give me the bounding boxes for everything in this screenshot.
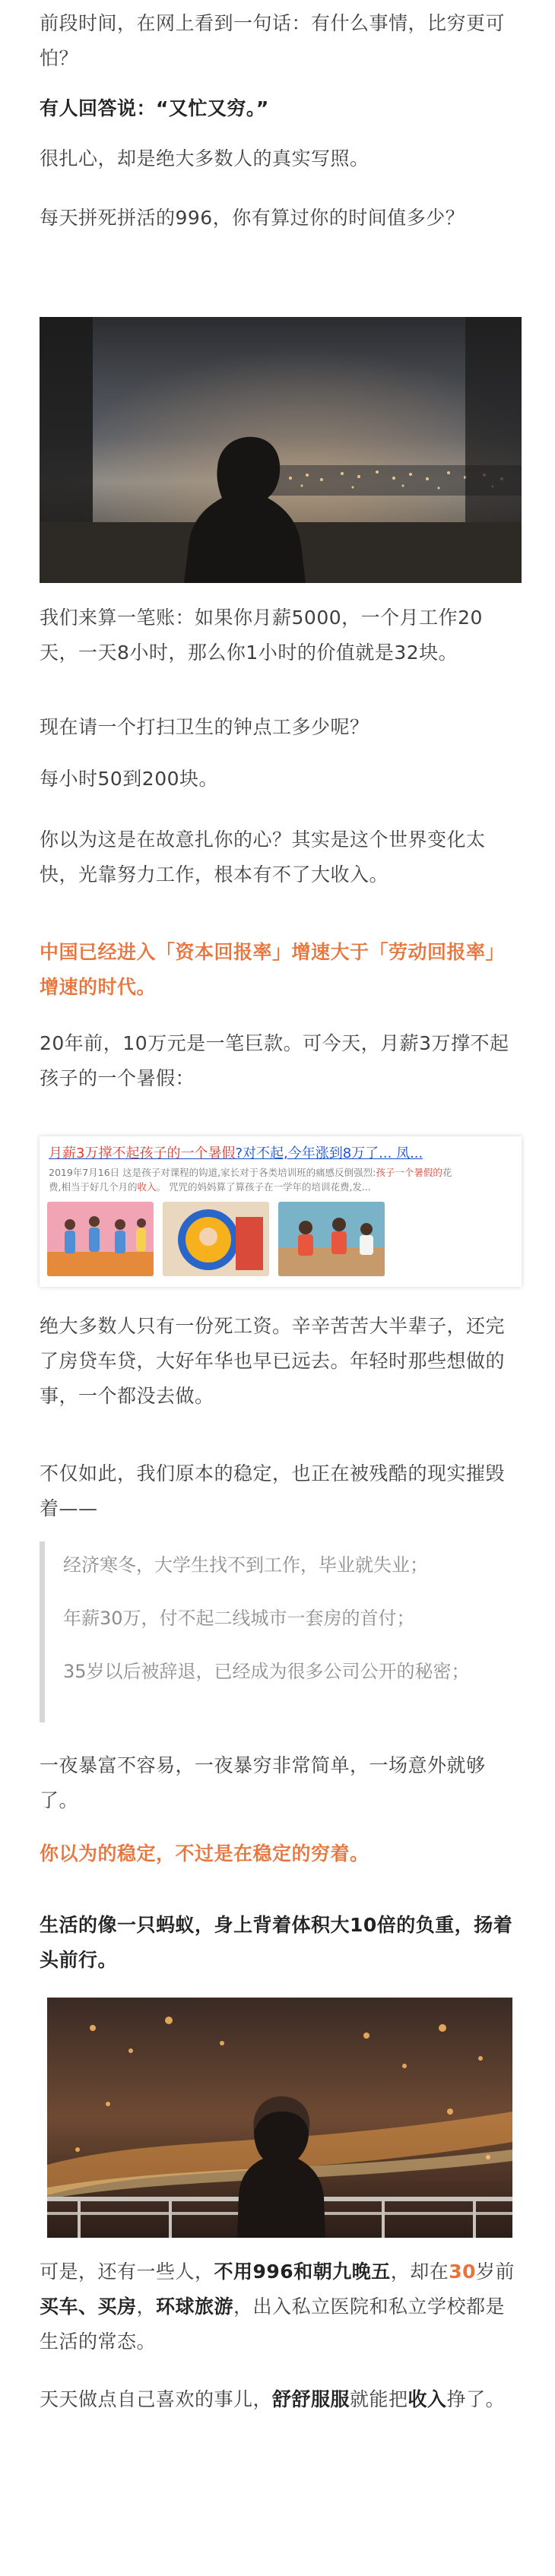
paragraph-stability: 不仅如此，我们原本的稳定，也正在被残酷的现实摧毁着—— [40,1462,506,1519]
paragraph-996: 每天拼死拼活的996，你有算过你的时间值多少？ [40,207,465,229]
photo-woman-balcony [47,1998,512,2238]
paragraph-20-years: 20年前，10万元是一笔巨款。可今天，月薪3万撑不起孩子的一个暑假： [40,1032,509,1089]
thumb-child-cartoon [163,1202,269,1276]
blockquote-hardships [40,1541,527,1722]
paragraph-others: 可是，还有一些人，不用996和朝九晚五，却在30岁前买车、买房，环球旅游，出入私立医院和私立学校都是生活的常态。 [40,2261,515,2353]
photo-woman-window [40,317,522,583]
paragraph-ant: 生活的像一只蚂蚁，身上背着体积大10倍的负重，扬着头前行。 [40,1914,513,1971]
quote-line-graduates: 经济寒冬，大学生找不到工作，毕业就失业； [63,1554,428,1576]
paragraph-accident: 一夜暴富不容易，一夜暴穷非常简单，一场意外就够了。 [40,1754,486,1811]
paragraph-world: 你以为这是在故意扎你的心？其实是这个世界变化太快，光靠努力工作，根本有不了大收入。 [40,829,486,886]
paragraph-stable-poor: 你以为的稳定，不过是在稳定的穷着。 [40,1842,369,1865]
paragraph-heart: 很扎心，却是绝大多数人的真实写照。 [40,147,369,170]
thumb-kids-painting [278,1202,385,1276]
paragraph-answer: 有人回答说：“又忙又穷。” [40,97,269,119]
paragraph-era-highlight: 中国已经进入「资本回报率」增速大于「劳动回报率」增速的时代。 [40,941,506,998]
paragraph-calc: 我们来算一笔账：如果你月薪5000，一个月工作20天，一天8小时，那么你1小时的价值就是32块。 [40,607,483,664]
news-card-snippet: 2019年7月16日 这是孩子对课程的钩道,家长对于各类培训班的痛感反倒强烈:孩子一个暑假的花 费,相当于好几个月的收入。 咒咒的妈妈算了算孩子在一学年的培训花费,发... [49,1167,452,1193]
quote-line-age-35: 35岁以后被辞退，已经成为很多公司公开的秘密； [63,1661,470,1682]
quote-line-downpayment: 年薪30万，付不起二线城市一套房的首付； [63,1608,415,1629]
paragraph-comfortable: 天天做点自己喜欢的事儿，舒舒服服就能把收入挣了。 [40,2388,506,2410]
news-card-title: 月薪3万撑不起孩子的一个暑假?对不起,今年涨到8万了... 凤... [49,1145,423,1161]
news-search-card [40,1136,522,1287]
paragraph-intro: 前段时间，在网上看到一句话：有什么事情，比穷更可怕？ [40,12,506,69]
paragraph-rate: 每小时50到200块。 [40,768,219,790]
paragraph-salary: 绝大多数人只有一份死工资。辛辛苦苦大半辈子，还完了房贷车贷，大好年华也早已远去。年轻时那些想做的事，一个都没去做。 [40,1315,506,1407]
paragraph-cleaner: 现在请一个打扫卫生的钟点工多少呢？ [40,716,369,738]
thumb-dance-class [47,1202,154,1276]
